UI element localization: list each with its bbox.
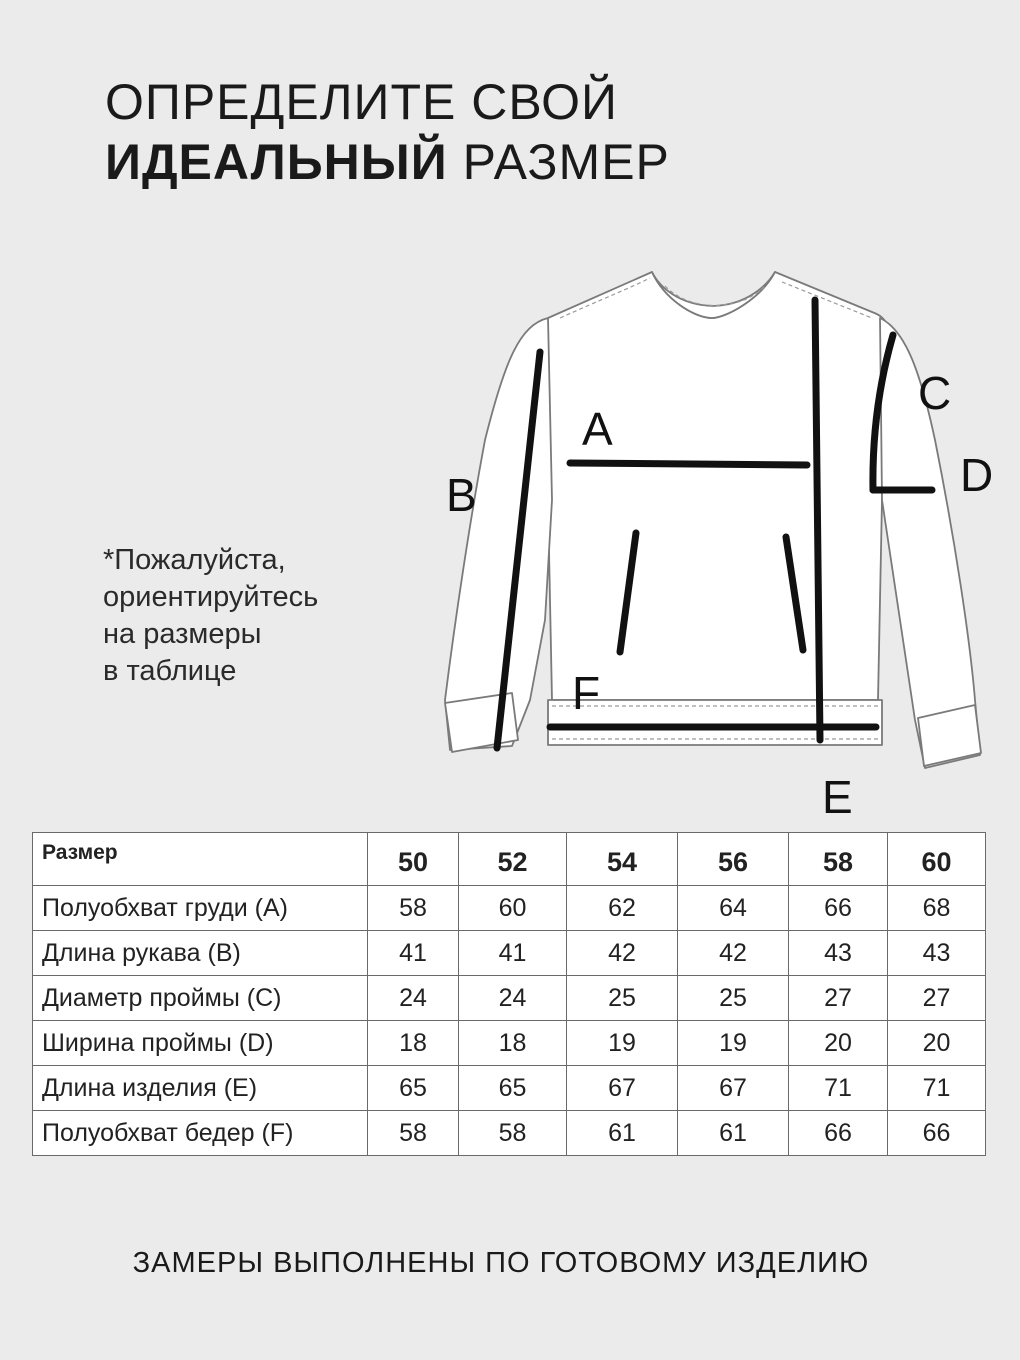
table-cell: 58 xyxy=(368,886,459,931)
table-cell: 25 xyxy=(567,976,678,1021)
table-cell: 62 xyxy=(567,886,678,931)
note-line: в таблице xyxy=(103,655,237,687)
title-line-1: ОПРЕДЕЛИТЕ СВОЙ xyxy=(105,74,618,130)
header-cell: 58 xyxy=(789,833,888,886)
table-cell: 60 xyxy=(459,886,567,931)
table-row xyxy=(33,976,986,1021)
table-cell: 41 xyxy=(459,931,567,976)
row-label: Ширина проймы (D) xyxy=(33,1021,368,1066)
row-label: Длина рукава (В) xyxy=(33,931,368,976)
table-cell: 42 xyxy=(678,931,789,976)
table-row xyxy=(33,931,986,976)
title-line-2 xyxy=(105,132,670,192)
sweatshirt-illustration xyxy=(430,260,1020,800)
page-title xyxy=(105,72,670,192)
header-cell: 50 xyxy=(368,833,459,886)
table-cell: 66 xyxy=(789,1111,888,1156)
table-cell: 58 xyxy=(459,1111,567,1156)
table-cell: 65 xyxy=(368,1066,459,1111)
table-row xyxy=(33,1021,986,1066)
table-row xyxy=(33,886,986,931)
table-cell: 43 xyxy=(789,931,888,976)
label-b: B xyxy=(446,469,477,521)
label-e: E xyxy=(822,771,853,823)
table-cell: 41 xyxy=(368,931,459,976)
table-cell: 25 xyxy=(678,976,789,1021)
title-bold-word: ИДЕАЛЬНЫЙ xyxy=(105,134,448,190)
table-cell: 19 xyxy=(567,1021,678,1066)
table-cell: 61 xyxy=(567,1111,678,1156)
table-cell: 20 xyxy=(888,1021,986,1066)
sweatshirt-diagram xyxy=(430,260,1020,823)
table-cell: 66 xyxy=(789,886,888,931)
table-cell: 18 xyxy=(368,1021,459,1066)
table-cell: 24 xyxy=(368,976,459,1021)
title-rest-word: РАЗМЕР xyxy=(462,134,670,190)
table-cell: 66 xyxy=(888,1111,986,1156)
note-line: *Пожалуйста, xyxy=(103,544,286,576)
table-cell: 71 xyxy=(789,1066,888,1111)
header-cell-size: Размер xyxy=(33,833,368,886)
table-cell: 27 xyxy=(789,976,888,1021)
table-cell: 24 xyxy=(459,976,567,1021)
size-note xyxy=(103,542,403,690)
table-cell: 42 xyxy=(567,931,678,976)
row-label: Полуобхват бедер (F) xyxy=(33,1111,368,1156)
table-cell: 65 xyxy=(459,1066,567,1111)
table-cell: 27 xyxy=(888,976,986,1021)
table-cell: 43 xyxy=(888,931,986,976)
header-cell: 56 xyxy=(678,833,789,886)
table-row xyxy=(33,1066,986,1111)
table-cell: 61 xyxy=(678,1111,789,1156)
footer-note: ЗАМЕРЫ ВЫПОЛНЕНЫ ПО ГОТОВОМУ ИЗДЕЛИЮ xyxy=(132,1247,870,1279)
row-label: Полуобхват груди (А) xyxy=(33,886,368,931)
table-row xyxy=(33,1111,986,1156)
note-line: на размеры xyxy=(103,618,262,650)
table-cell: 20 xyxy=(789,1021,888,1066)
label-a: A xyxy=(582,403,613,455)
table-cell: 67 xyxy=(678,1066,789,1111)
table-cell: 67 xyxy=(567,1066,678,1111)
note-line: ориентируйтесь xyxy=(103,581,319,613)
header-cell: 52 xyxy=(459,833,567,886)
table-cell: 19 xyxy=(678,1021,789,1066)
size-table xyxy=(32,832,986,1156)
label-c: C xyxy=(918,367,952,419)
label-f: F xyxy=(572,667,601,719)
label-d: D xyxy=(960,449,994,501)
table-cell: 71 xyxy=(888,1066,986,1111)
row-label: Длина изделия (E) xyxy=(33,1066,368,1111)
table-header-row xyxy=(33,833,986,886)
row-label: Диаметр проймы (С) xyxy=(33,976,368,1021)
table-cell: 68 xyxy=(888,886,986,931)
header-cell: 60 xyxy=(888,833,986,886)
table-cell: 58 xyxy=(368,1111,459,1156)
header-cell: 54 xyxy=(567,833,678,886)
table-cell: 64 xyxy=(678,886,789,931)
table-cell: 18 xyxy=(459,1021,567,1066)
